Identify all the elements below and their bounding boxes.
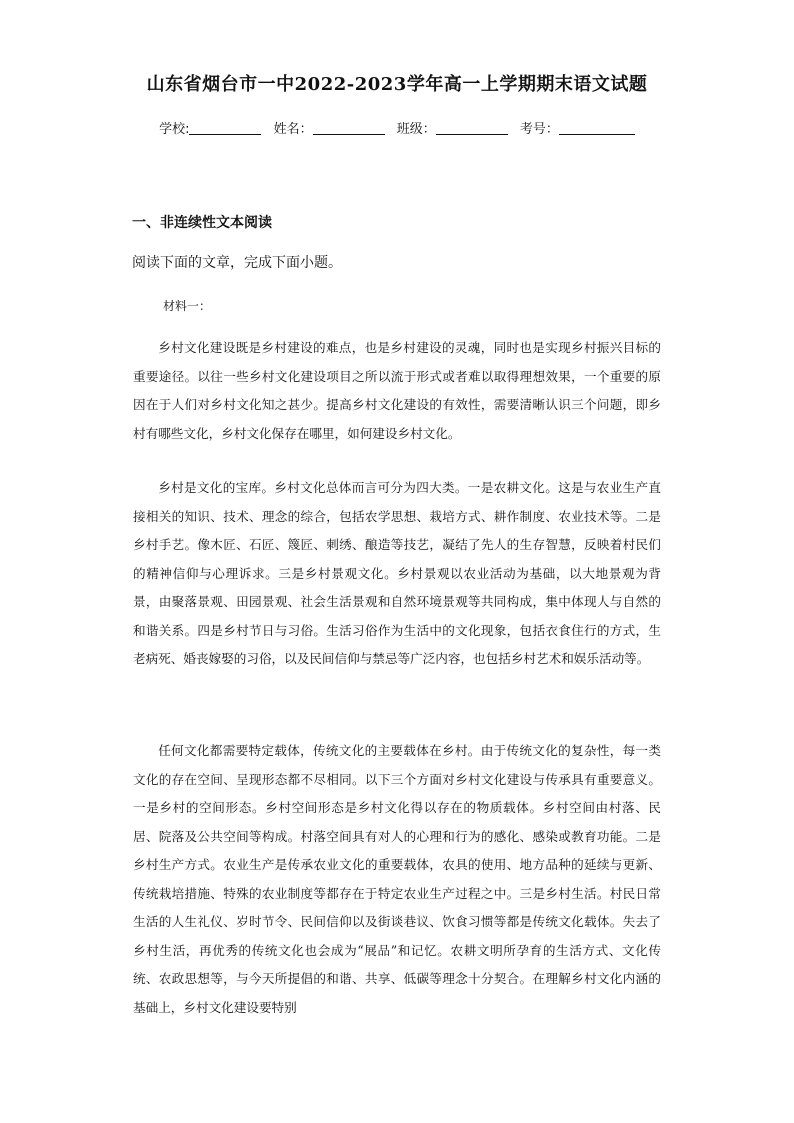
- paragraph: 任何文化都需要特定载体，传统文化的主要载体在乡村。由于传统文化的复杂性，每一类文化的存在空间、呈现形态都不尽相同。以下三个方面对乡村文化建设与传承具有重要意义。一是乡村的空间形态。乡村空间形态是乡村文化得以存在的物质载体。乡村空间由村落、民居、院落及公共空间等构成。村落空间具有对人的心理和行为的感化、感染或教育功能。二是乡村生产方式。农业生产是传承农业文化的重要载体，农具的使用、地方品种的延续与更新、传统栽培措施、特殊的农业制度等都存在于特定农业生产过程之中。三是乡村生活。村民日常生活的人生礼仪、岁时节令、民间信仰以及街谈巷议、饮食习惯等都是传统文化载体。失去了乡村生活，再优秀的传统文化也会成为“展品”和记忆。农耕文明所孕育的生活方式、文化传统、农政思想等，与今天所提倡的和谐、共享、低碳等理念十分契合。在理解乡村文化内涵的基础上，乡村文化建设要特别: [133, 743, 661, 1015]
- school-label: 学校:: [159, 122, 190, 137]
- section-heading: 一、非连续性文本阅读: [132, 215, 272, 231]
- instruction-text: 阅读下面的文章，完成下面小题。: [132, 255, 342, 271]
- number-label: 考号：: [519, 122, 559, 137]
- number-blank[interactable]: [559, 121, 635, 135]
- class-label: 班级：: [396, 122, 436, 137]
- school-blank[interactable]: [189, 121, 261, 135]
- name-label: 姓名：: [273, 122, 313, 137]
- material-label: 材料一：: [163, 299, 212, 313]
- paragraph: 乡村是文化的宝库。乡村文化总体而言可分为四大类。一是农耕文化。这是与农业生产直接相关的知识、技术、理念的综合，包括农学思想、栽培方式、耕作制度、农业技术等。二是乡村手艺。像木匠、石匠、篾匠、刺绣、酿造等技艺，凝结了先人的生存智慧，反映着村民们的精神信仰与心理诉求。三是乡村景观文化。乡村景观以农业活动为基础，以大地景观为背景，由聚落景观、田园景观、社会生活景观和自然环境景观等共同构成，集中体现人与自然的和谐关系。四是乡村节日与习俗。生活习俗作为生活中的文化现象，包括衣食住行的方式，生老病死、婚丧嫁娶的习俗，以及民间信仰与禁忌等广泛内容，也包括乡村艺术和娱乐活动等。: [133, 480, 661, 666]
- exam-title: 山东省烟台市一中2022-2023学年高一上学期期末语文试题: [146, 74, 648, 95]
- name-blank[interactable]: [313, 121, 385, 135]
- paragraph: 乡村文化建设既是乡村建设的难点，也是乡村建设的灵魂，同时也是实现乡村振兴目标的重要途径。以往一些乡村文化建设项目之所以流于形式或者难以取得理想效果，一个重要的原因在于人们对乡村文化知之甚少。提高乡村文化建设的有效性，需要清晰认识三个问题，即乡村有哪些文化，乡村文化保存在哪里，如何建设乡村文化。: [133, 340, 661, 441]
- student-info-row: [0, 118, 794, 137]
- class-blank[interactable]: [436, 121, 508, 135]
